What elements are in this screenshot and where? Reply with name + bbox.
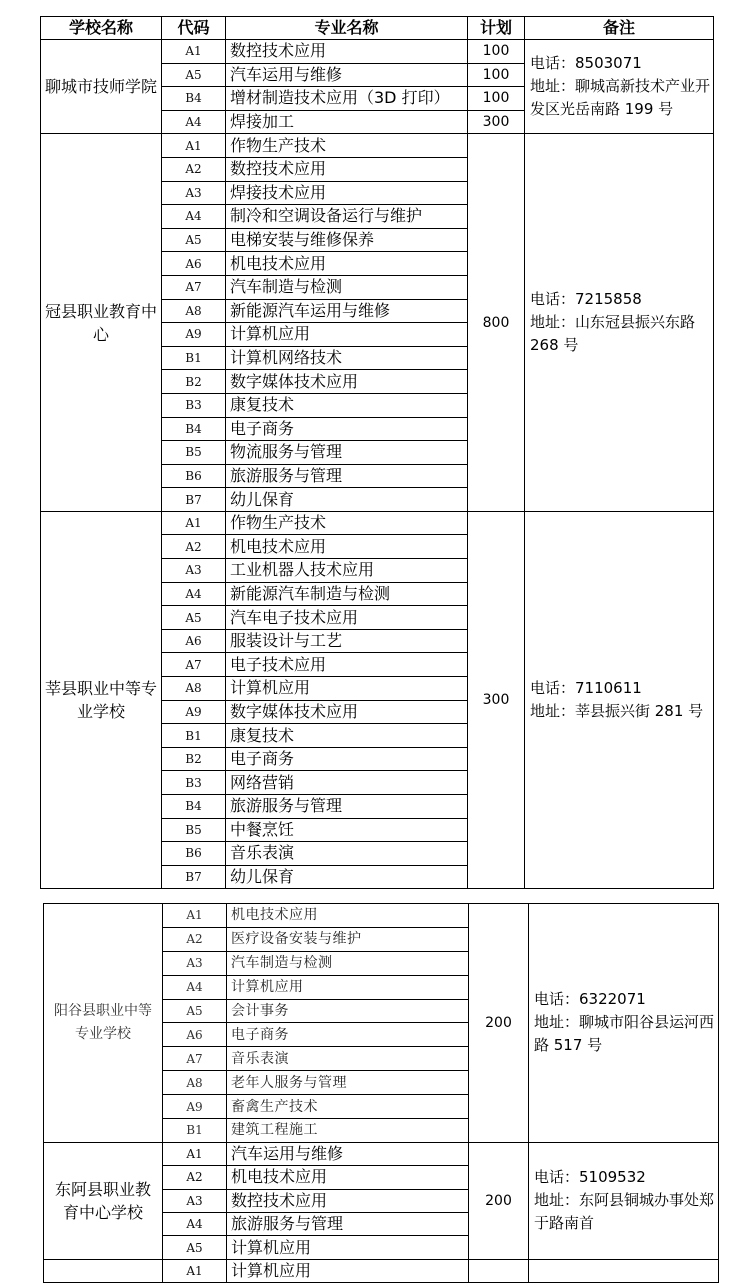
major-code: A4 <box>163 975 227 999</box>
major-name: 电梯安装与维修保养 <box>226 228 468 252</box>
plan-count <box>469 1259 529 1282</box>
major-code: B4 <box>162 417 226 441</box>
major-code: A2 <box>162 535 226 559</box>
plan-count: 100 <box>468 40 525 64</box>
major-code: B1 <box>162 724 226 748</box>
major-code: A9 <box>163 1095 227 1119</box>
header-major: 专业名称 <box>226 17 468 40</box>
major-name: 汽车电子技术应用 <box>226 606 468 630</box>
major-code: A3 <box>163 1189 227 1212</box>
enrollment-table-part1 <box>40 16 714 889</box>
major-code: A3 <box>163 951 227 975</box>
major-code: A7 <box>162 653 226 677</box>
major-code: A4 <box>162 110 226 134</box>
major-code: B4 <box>162 795 226 819</box>
major-code: B2 <box>162 747 226 771</box>
major-code: B1 <box>163 1119 227 1143</box>
major-name: 汽车制造与检测 <box>226 275 468 299</box>
major-name: 网络营销 <box>226 771 468 795</box>
table-row <box>41 40 714 64</box>
school-note: 电话：5109532 地址：东阿县铜城办事处郑于路南首 <box>529 1142 719 1259</box>
major-name: 老年人服务与管理 <box>227 1071 469 1095</box>
major-name: 制冷和空调设备运行与维护 <box>226 205 468 229</box>
major-name: 计算机应用 <box>226 677 468 701</box>
major-name: 作物生产技术 <box>226 134 468 158</box>
major-name: 计算机应用 <box>226 323 468 347</box>
major-name: 计算机应用 <box>227 975 469 999</box>
major-code: A7 <box>163 1047 227 1071</box>
major-name: 计算机网络技术 <box>226 346 468 370</box>
major-name: 电子商务 <box>227 1023 469 1047</box>
major-code: A1 <box>163 904 227 928</box>
major-name: 数字媒体技术应用 <box>226 700 468 724</box>
major-code: A6 <box>162 629 226 653</box>
major-name: 新能源汽车运用与维修 <box>226 299 468 323</box>
major-code: A1 <box>162 40 226 64</box>
major-name: 焊接技术应用 <box>226 181 468 205</box>
major-code: A5 <box>162 63 226 87</box>
major-code: B7 <box>162 488 226 512</box>
major-code: B2 <box>162 370 226 394</box>
school-name: 冠县职业教育中心 <box>41 134 162 512</box>
plan-count: 200 <box>469 1142 529 1259</box>
table-row <box>44 1259 719 1282</box>
table-row <box>41 134 714 158</box>
plan-count: 100 <box>468 87 525 111</box>
table-row <box>41 511 714 535</box>
major-code: A5 <box>162 228 226 252</box>
major-name: 焊接加工 <box>226 110 468 134</box>
school-name <box>44 1259 163 1282</box>
major-name: 数控技术应用 <box>226 157 468 181</box>
header-row <box>41 17 714 40</box>
header-code: 代码 <box>162 17 226 40</box>
enrollment-table-part2 <box>43 903 719 1283</box>
school-name: 莘县职业中等专业学校 <box>41 511 162 889</box>
major-code: A5 <box>162 606 226 630</box>
school-name: 聊城市技师学院 <box>41 40 162 134</box>
major-name: 旅游服务与管理 <box>226 464 468 488</box>
major-name: 建筑工程施工 <box>227 1119 469 1143</box>
header-plan: 计划 <box>468 17 525 40</box>
major-code: A1 <box>163 1259 227 1282</box>
plan-count: 800 <box>468 134 525 512</box>
major-code: A4 <box>162 582 226 606</box>
major-code: A8 <box>162 677 226 701</box>
major-code: A8 <box>163 1071 227 1095</box>
major-name: 新能源汽车制造与检测 <box>226 582 468 606</box>
plan-count: 200 <box>469 904 529 1143</box>
major-name: 汽车运用与维修 <box>227 1142 469 1165</box>
major-name: 服装设计与工艺 <box>226 629 468 653</box>
school-name: 阳谷县职业中等专业学校 <box>44 904 163 1143</box>
major-name: 医疗设备安装与维护 <box>227 927 469 951</box>
major-name: 康复技术 <box>226 724 468 748</box>
major-code: A9 <box>162 700 226 724</box>
major-code: A6 <box>162 252 226 276</box>
school-note <box>529 1259 719 1282</box>
plan-count: 300 <box>468 511 525 889</box>
major-name: 工业机器人技术应用 <box>226 559 468 583</box>
major-code: B4 <box>162 87 226 111</box>
major-name: 中餐烹饪 <box>226 818 468 842</box>
major-code: A2 <box>162 157 226 181</box>
major-name: 机电技术应用 <box>227 904 469 928</box>
major-name: 旅游服务与管理 <box>226 795 468 819</box>
major-code: B6 <box>162 464 226 488</box>
major-code: A9 <box>162 323 226 347</box>
major-code: B7 <box>162 865 226 889</box>
major-name: 汽车运用与维修 <box>226 63 468 87</box>
major-name: 电子技术应用 <box>226 653 468 677</box>
school-note: 电话：7215858 地址：山东冠县振兴东路 268 号 <box>525 134 714 512</box>
major-code: A7 <box>162 275 226 299</box>
major-code: A1 <box>162 511 226 535</box>
plan-count: 300 <box>468 110 525 134</box>
major-name: 音乐表演 <box>226 842 468 866</box>
school-note: 电话：8503071 地址：聊城高新技术产业开发区光岳南路 199 号 <box>525 40 714 134</box>
major-name: 机电技术应用 <box>226 535 468 559</box>
header-note: 备注 <box>525 17 714 40</box>
major-name: 电子商务 <box>226 747 468 771</box>
table-row <box>44 904 719 928</box>
major-code: B3 <box>162 771 226 795</box>
major-code: B5 <box>162 441 226 465</box>
major-code: A1 <box>162 134 226 158</box>
major-name: 汽车制造与检测 <box>227 951 469 975</box>
major-name: 计算机应用 <box>227 1259 469 1282</box>
major-code: A3 <box>162 181 226 205</box>
school-note: 电话：7110611 地址：莘县振兴街 281 号 <box>525 511 714 889</box>
major-name: 数字媒体技术应用 <box>226 370 468 394</box>
major-code: A3 <box>162 559 226 583</box>
major-code: A5 <box>163 1236 227 1259</box>
major-code: A2 <box>163 927 227 951</box>
major-name: 电子商务 <box>226 417 468 441</box>
major-code: A8 <box>162 299 226 323</box>
major-code: A4 <box>162 205 226 229</box>
major-code: A1 <box>163 1142 227 1165</box>
major-name: 音乐表演 <box>227 1047 469 1071</box>
major-code: B1 <box>162 346 226 370</box>
major-name: 旅游服务与管理 <box>227 1213 469 1236</box>
school-note: 电话：6322071 地址：聊城市阳谷县运河西路 517 号 <box>529 904 719 1143</box>
header-school: 学校名称 <box>41 17 162 40</box>
page-gap <box>36 893 716 902</box>
plan-count: 100 <box>468 63 525 87</box>
major-code: B6 <box>162 842 226 866</box>
major-name: 数控技术应用 <box>226 40 468 64</box>
major-code: A4 <box>163 1213 227 1236</box>
school-name: 东阿县职业教育中心学校 <box>44 1142 163 1259</box>
major-name: 会计事务 <box>227 999 469 1023</box>
table-row <box>44 1142 719 1165</box>
major-code: A6 <box>163 1023 227 1047</box>
major-name: 机电技术应用 <box>227 1166 469 1189</box>
major-code: A2 <box>163 1166 227 1189</box>
major-code: A5 <box>163 999 227 1023</box>
major-name: 幼儿保育 <box>226 488 468 512</box>
major-name: 计算机应用 <box>227 1236 469 1259</box>
major-name: 数控技术应用 <box>227 1189 469 1212</box>
major-name: 增材制造技术应用（3D 打印） <box>226 87 468 111</box>
major-name: 畜禽生产技术 <box>227 1095 469 1119</box>
major-name: 康复技术 <box>226 393 468 417</box>
major-name: 机电技术应用 <box>226 252 468 276</box>
major-name: 物流服务与管理 <box>226 441 468 465</box>
major-code: B3 <box>162 393 226 417</box>
major-name: 作物生产技术 <box>226 511 468 535</box>
major-code: B5 <box>162 818 226 842</box>
major-name: 幼儿保育 <box>226 865 468 889</box>
